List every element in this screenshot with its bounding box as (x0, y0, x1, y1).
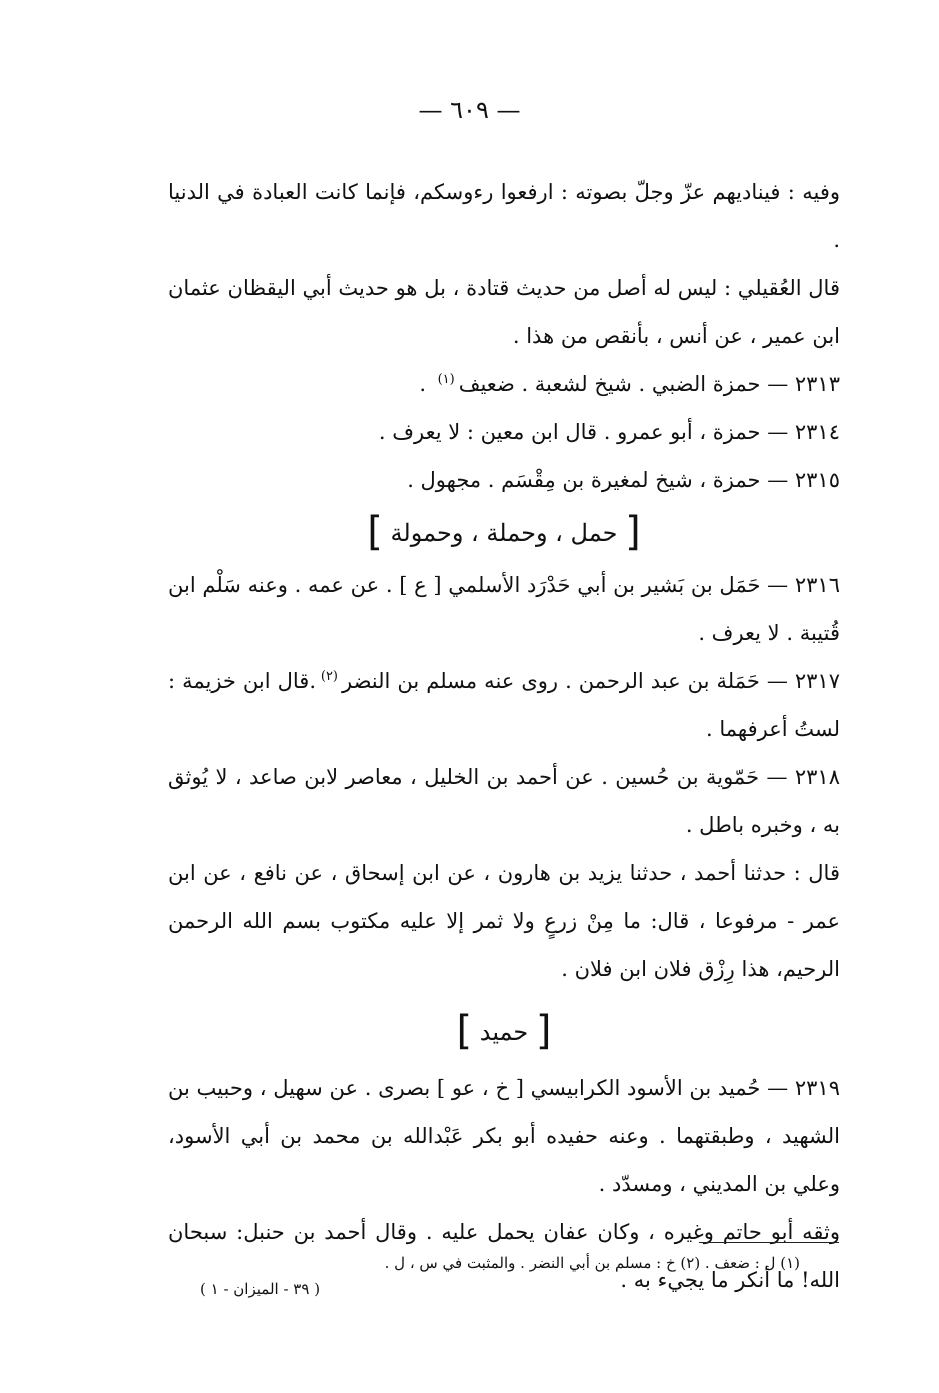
footnote-line: (١) ل : ضعف . (٢) خ : مسلم بن أبي النضر . والمثبت في س ، ل . (384, 1254, 800, 1272)
entry-2313: ٢٣١٣ — حمزة الضبي . شيخ لشعبة . ضعيف(١) . (419, 372, 840, 396)
entry-2317-cont: .قال ابن خزيمة : لستُ أعرفهما . (168, 669, 840, 741)
bracket-open: [ (535, 1008, 552, 1054)
footnotes (200, 1250, 800, 1302)
entry-2318: ٢٣١٨ — حَمّوية بن حُسين . عن أحمد بن الخليل ، معاصر لابن صاعد ، لا يُوثق به ، وخبره باطل . (168, 765, 840, 837)
paragraph-tawthiq: وثقه أبو حاتم وغيره ، وكان عفان يحمل عليه . وقال أحمد بن حنبل: سبحان الله! ما أنكر ما يجيء به . (168, 1220, 840, 1292)
page-body (168, 168, 840, 1304)
signature-mark: ( ٣٩ - الميزان - ١ ) (200, 1280, 321, 1298)
paragraph-intro-quote: وفيه : فيناديهم عزّ وجلّ بصوته : ارفعوا رءوسكم، فإنما كانت العبادة في الدنيا . (168, 180, 840, 252)
entry-2319: ٢٣١٩ — حُميد بن الأسود الكرابيسي [ خ ، عو ] بصرى . عن سهيل ، وحبيب بن الشهيد ، وطبقتهما . وعنه حفيده أبو بكر عَبْدالله بن محمد بن أبي الأسود، وعلي بن المديني ، ومسدّد . (168, 1076, 840, 1196)
entry-2315: ٢٣١٥ — حمزة ، شيخ لمغيرة بن مِقْسَم . مجهول . (407, 468, 840, 492)
entry-2314: ٢٣١٤ — حمزة ، أبو عمرو . قال ابن معين : لا يعرف . (378, 420, 840, 444)
entry-2316: ٢٣١٦ — حَمَل بن بَشير بن أبي حَدْرَد الأسلمي [ ع ] . عن عمه . وعنه سَلْم ابن قُتيبة . لا يعرف . (168, 573, 840, 645)
entry-2317-text: ٢٣١٧ — حَمَلة بن عبد الرحمن . روى عنه مسلم بن النضر (342, 669, 840, 693)
footnote-divider (699, 1242, 839, 1243)
section-heading-haml-text: حمل ، وحملة ، وحمولة (390, 519, 618, 547)
entry-2313-text: ٢٣١٣ — حمزة الضبي . شيخ لشعبة . ضعيف (458, 372, 840, 396)
footnote-mark-1: (١) (437, 372, 455, 387)
entry-2317 (168, 657, 840, 753)
bracket-close: ] (456, 1008, 473, 1054)
section-heading-humaid-text: حميد (479, 1018, 529, 1046)
section-heading-haml (168, 504, 840, 561)
page-number: — ٦٠٩ — (418, 96, 521, 124)
section-heading-humaid (168, 1003, 840, 1060)
footnote-mark-2: (٢) (320, 669, 338, 684)
bracket-open: [ (625, 509, 641, 555)
paragraph-hadith: قال : حدثنا أحمد ، حدثنا يزيد بن هارون ، عن ابن إسحاق ، عن نافع ، عن ابن عمر - مرفوعا ، قال: ما مِنْ زرعٍ ولا ثمر إلا عليه مكتوب بسم الله الرحمن الرحيم، هذا رِزْق فلان ابن فلان . (168, 861, 840, 981)
bracket-close: ] (367, 509, 383, 555)
paragraph-uqayli: قال العُقيلي : ليس له أصل من حديث قتادة ، بل هو حديث أبي اليقظان عثمان ابن عمير ، عن أنس ، بأنقص من هذا . (168, 276, 840, 348)
